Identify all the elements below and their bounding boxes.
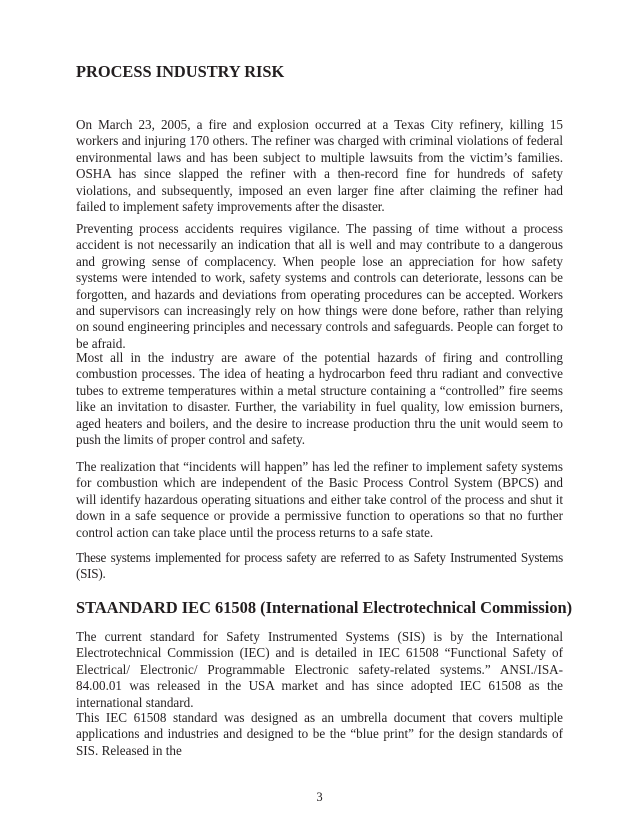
section-heading-iec-61508: STAANDARD IEC 61508 (International Electrotechnical Commission) — [76, 598, 573, 617]
paragraph-combustion-hazards: Most all in the industry are aware of the potential hazards of firing and controlling combustion processes. The idea of heating a hydrocarbon feed thru radiant and convective tubes to extreme temperatures within a metal structure containing a “controlled” fire seems like an invitation to disaster. Further, the variability in fuel quality, low emission burners, aged heaters and boilers, and the desire to increase production thru the unit would seem to push the limits of proper control and safety. — [76, 350, 563, 448]
paragraph-texas-city-incident: On March 23, 2005, a fire and explosion occurred at a Texas City refinery, killing 15 workers and injuring 170 others. The refiner was charged with criminal violations of federal environmental laws and has been subject to multiple lawsuits from the victim’s families. OSHA has since slapped the refiner with a then-record fine for hundreds of safety violations, and subsequently, imposed an even larger fine after claiming the refiner had failed to implement safety improvements after the disaster. — [76, 117, 563, 215]
paragraph-umbrella-document: This IEC 61508 standard was designed as an umbrella document that covers multiple applications and industries and designed to be the “blue print” for the design standards of SIS. Released in the — [76, 710, 563, 758]
section-heading-process-industry-risk: PROCESS INDUSTRY RISK — [76, 62, 285, 81]
paragraph-incidents-will-happen: The realization that “incidents will happen” has led the refiner to implement safety systems for combustion which are independent of the Basic Process Control System (BPCS) and will identify hazardous operating situations and either take control of the process and shut it down in a safe sequence or provide a permissive function to operations so that no further control action can take place until the process returns to a safe state. — [76, 459, 563, 540]
page-number: 3 — [316, 790, 323, 804]
paragraph-sis-definition: These systems implemented for process safety are referred to as Safety Instrumented Systems (SIS). — [76, 550, 563, 582]
paragraph-current-standard: The current standard for Safety Instrumented Systems (SIS) is by the International Electrotechnical Commission (IEC) and is detailed in IEC 61508 “Functional Safety of Electrical/ Electronic/ Programmable Electronic safety-related systems.” ANSI./ISA-84.00.01 was released in the USA market and has since adopted IEC 61508 as the international standard. — [76, 629, 563, 710]
paragraph-preventing-accidents: Preventing process accidents requires vigilance. The passing of time without a process accident is not necessarily an indication that all is well and may contribute to a dangerous and growing sense of complacency. When people lose an appreciation for how safety systems were intended to work, safety systems and controls can deteriorate, lessons can be forgotten, and hazards and deviations from operating procedures can be accepted. Workers and supervisors can increasingly rely on how things were done before, rather than relying on sound engineering principles and necessary controls and safeguards. People can forget to be afraid. — [76, 221, 563, 351]
